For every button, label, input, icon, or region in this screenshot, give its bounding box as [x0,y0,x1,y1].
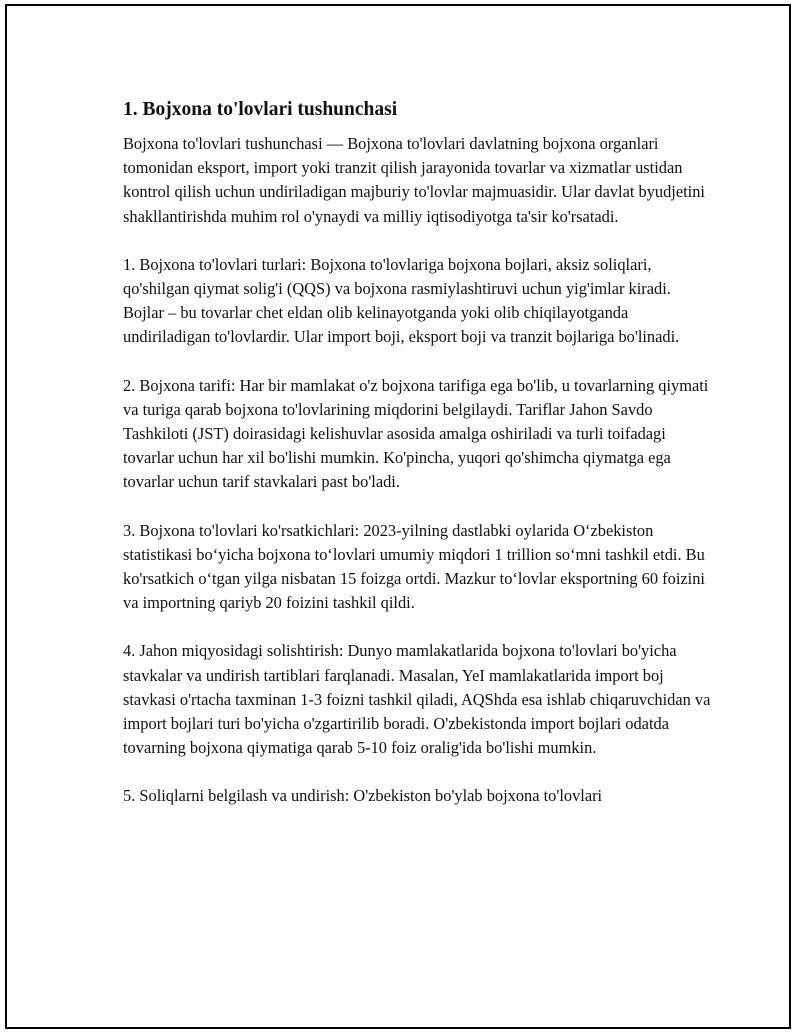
paragraph-world-comparison: 4. Jahon miqyosidagi solishtirish: Dunyo mamlakatlarida bojxona to'lovlari bo'yicha stavkalar va undirish tartiblari farqlanadi. Masalan, YeI mamlakatlarida import boj stavkasi o'rtacha taxminan 1-3 foizni tashkil qiladi, AQShda esa ishlab chiqaruvchidan va import bojlari turi bo'yicha o'zgartirilib boradi. O'zbekistonda import bojlari odatda tovarning bojxona qiymatiga qarab 5-10 foiz oralig'ida bo'lishi mumkin. [123,641,711,758]
section-heading: 1. Bojxona to'lovlari tushunchasi [123,99,398,120]
paragraph-customs-payment-types: 1. Bojxona to'lovlari turlari: Bojxona to'lovlariga bojxona bojlari, aksiz soliqlari, qo'shilgan qiymat solig'i (QQS) va bojxona rasmiylashtiruvi uchun yig'imlar kiradi. Bojlar – bu tovarlar chet eldan olib kelinayotganda yoki olib chiqilayotganda undiriladigan to'lovlardir. Ular import boji, eksport boji va tranzit bojlariga bo'linadi. [123,254,680,347]
page-frame [5,4,791,1029]
document-body [123,97,713,833]
paragraph-customs-tariff: 2. Bojxona tarifi: Har bir mamlakat o'z bojxona tarifiga ega bo'lib, u tovarlarning qiymati va turiga qarab bojxona to'lovlarining miqdorini belgilaydi. Tariflar Jahon Savdo Tashkiloti (JST) doirasidagi kelishuvlar asosida amalga oshiriladi va turli toifadagi tovarlar uchun har xil bo'lishi mumkin. Ko'pincha, yuqori qo'shimcha qiymatga ega tovarlar uchun tarif stavkalari past bo'ladi. [123,375,709,492]
intro-paragraph: Bojxona to'lovlari tushunchasi — Bojxona to'lovlari davlatning bojxona organlari tomonidan eksport, import yoki tranzit qilish jarayonida tovarlar va xizmatlar ustidan kontrol qilish uchun undiriladigan majburiy to'lovlar majmuasidir. Ular davlat byudjetini shakllantirishda muhim rol o'ynaydi va milliy iqtisodiyotga ta'sir ko'rsatadi. [123,134,705,226]
paragraph-tax-collection: 5. Soliqlarni belgilash va undirish: O'zbekiston bo'ylab bojxona to'lovlari [123,786,603,806]
paragraph-customs-indicators: 3. Bojxona to'lovlari ko'rsatkichlari: 2023-yilning dastlabki oylarida O‘zbekiston statistikasi bo‘yicha bojxona to‘lovlari umumiy miqdori 1 trillion so‘mni tashkil etdi. Bu ko'rsatkich o‘tgan yilga nisbatan 15 foizga ortdi. Mazkur to‘lovlar eksportning 60 foizini va importning qariyb 20 foizini tashkil qildi. [123,520,705,613]
